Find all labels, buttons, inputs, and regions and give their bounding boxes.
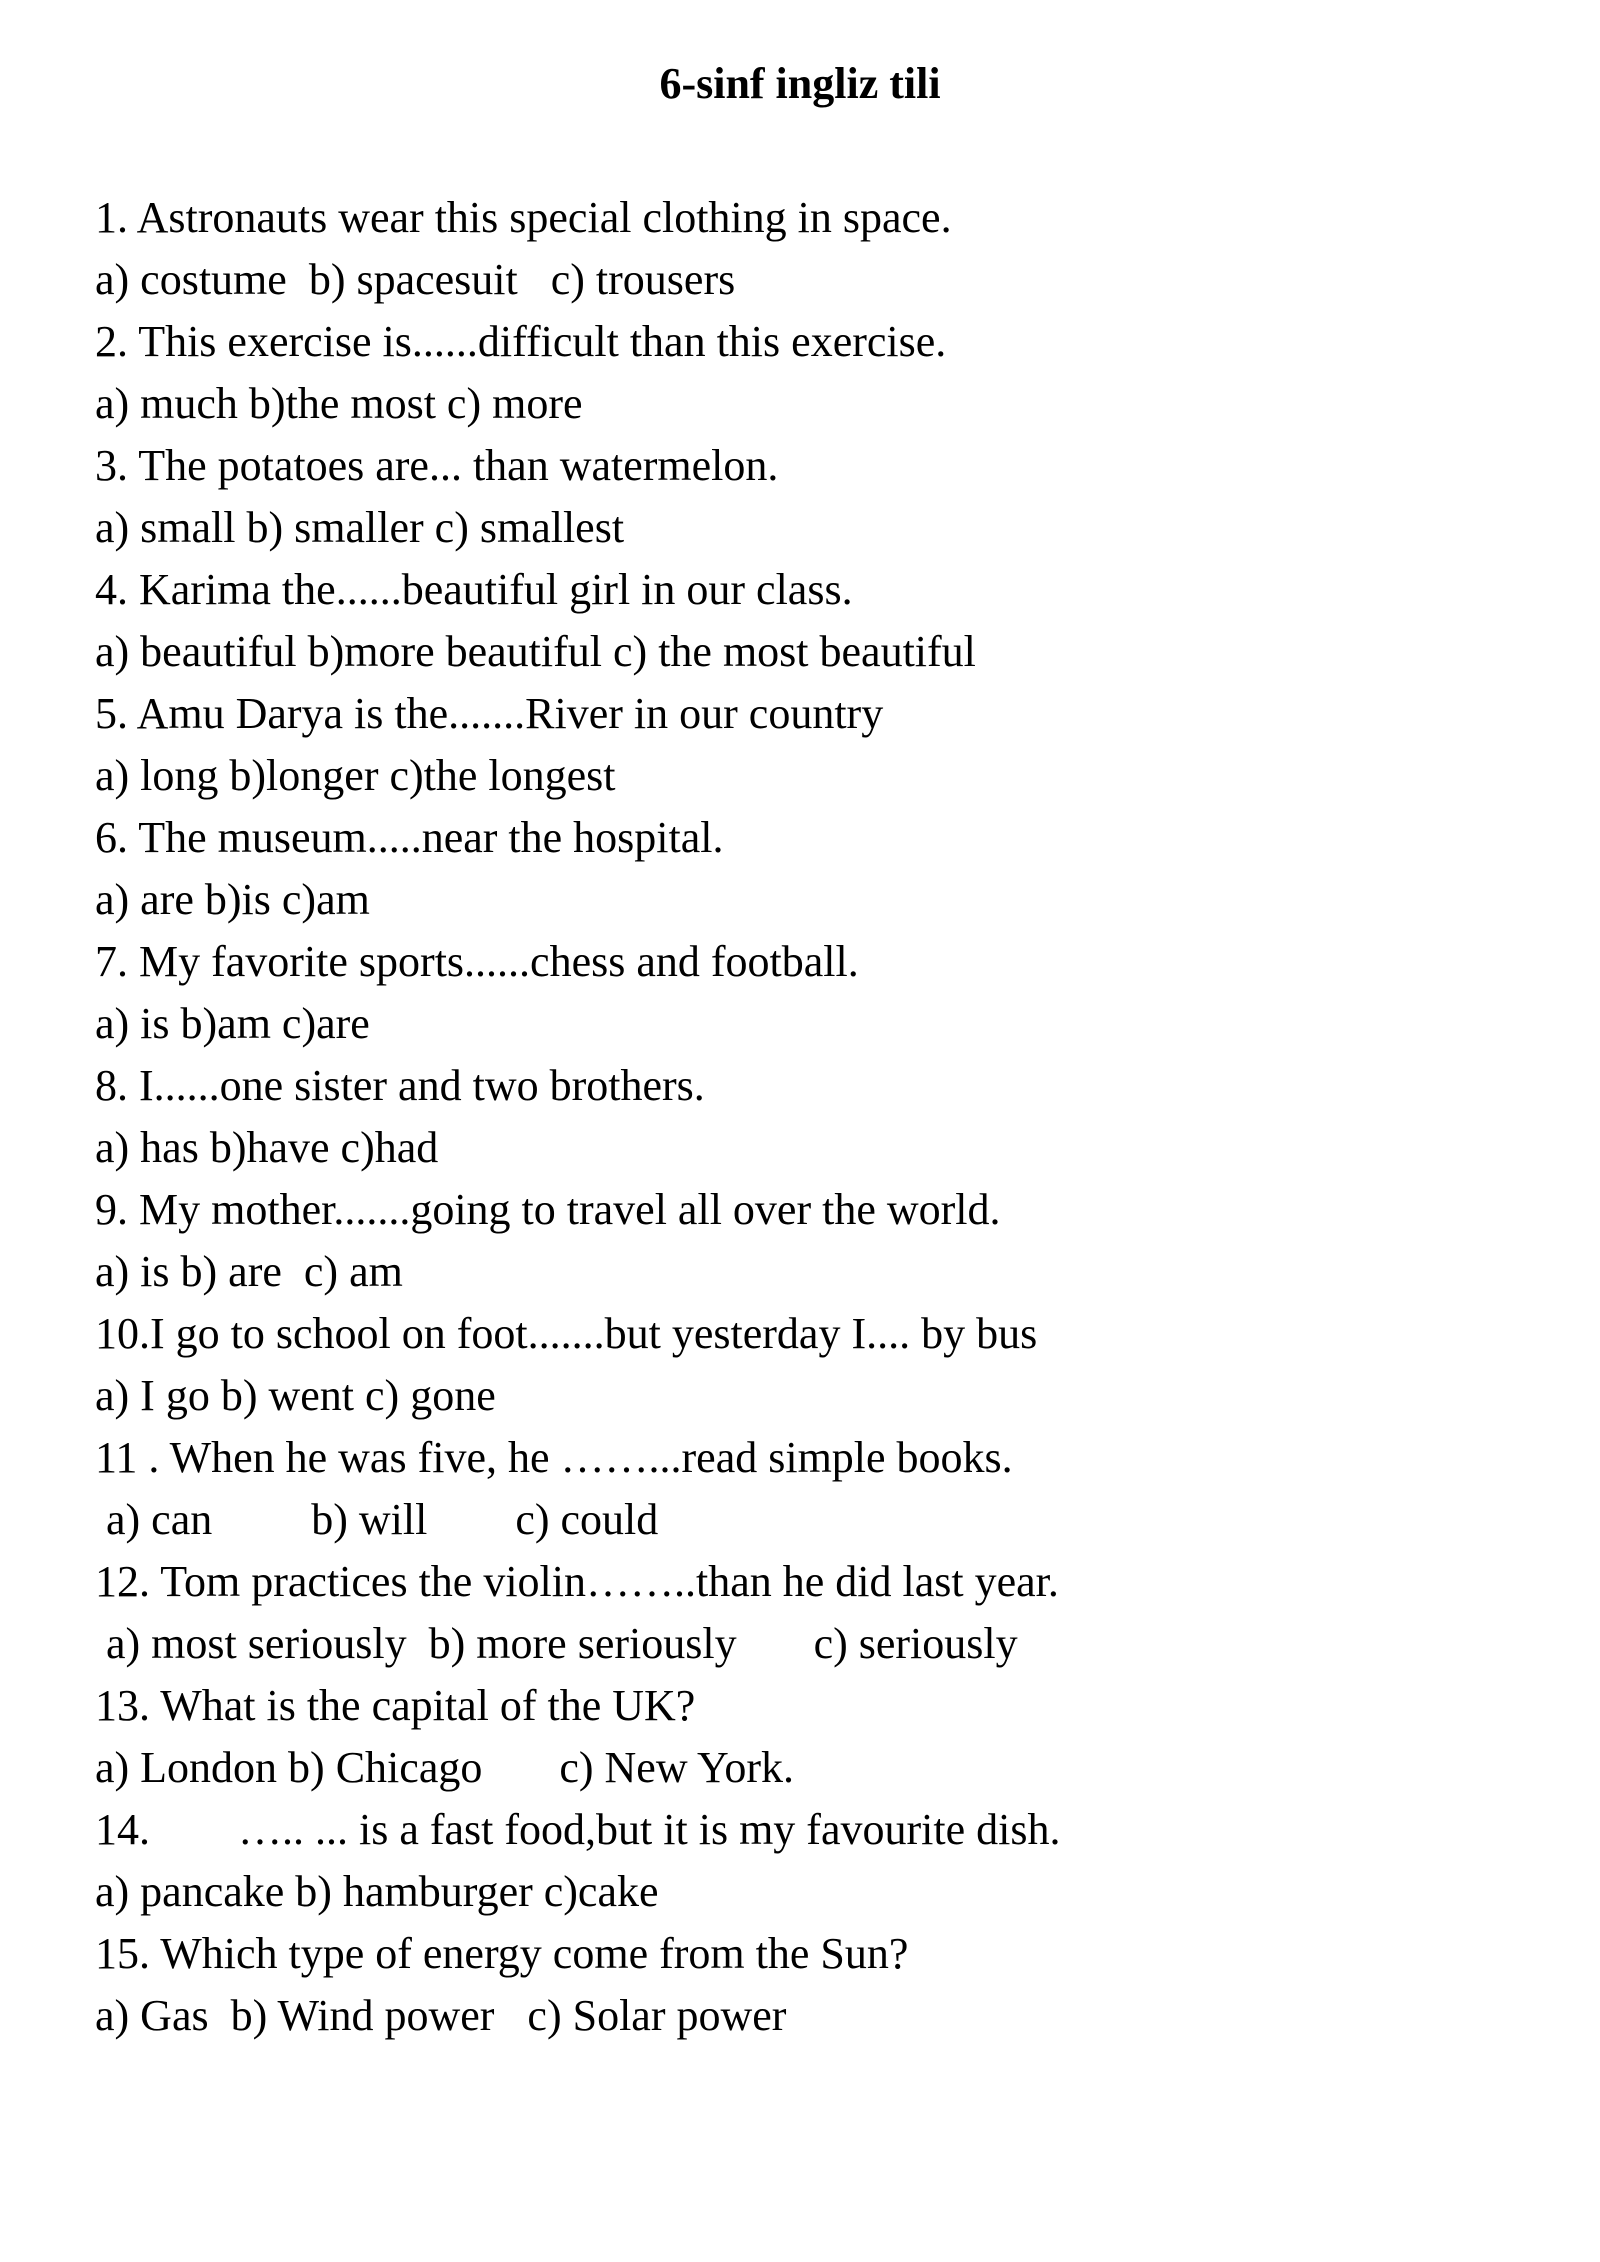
question-block — [95, 931, 1600, 1055]
question-options: a) are b)is c)am — [95, 875, 370, 924]
question-stem: 15. Which type of energy come from the Sun? — [95, 1929, 909, 1978]
question-block — [95, 1675, 1600, 1799]
question-stem: 1. Astronauts wear this special clothing in space. — [95, 193, 952, 242]
question-block — [95, 807, 1600, 931]
question-options: a) beautiful b)more beautiful c) the most beautiful — [95, 627, 976, 676]
question-stem: 12. Tom practices the violin……..than he did last year. — [95, 1557, 1059, 1606]
question-options: a) much b)the most c) more — [95, 379, 583, 428]
question-block — [95, 1551, 1600, 1675]
question-options: a) long b)longer c)the longest — [95, 751, 616, 800]
question-stem: 8. I......one sister and two brothers. — [95, 1061, 705, 1110]
page-title: 6-sinf ingliz tili — [659, 59, 941, 108]
question-options: a) most seriously b) more seriously c) seriously — [95, 1619, 1018, 1668]
question-options: a) has b)have c)had — [95, 1123, 439, 1172]
question-options: a) can b) will c) could — [95, 1495, 659, 1544]
question-block — [95, 1427, 1600, 1551]
question-options: a) small b) smaller c) smallest — [95, 503, 625, 552]
question-block — [95, 1179, 1600, 1303]
question-block — [95, 1923, 1600, 2047]
question-stem: 2. This exercise is......difficult than this exercise. — [95, 317, 947, 366]
question-stem: 11 . When he was five, he ……...read simple books. — [95, 1433, 1013, 1482]
question-stem: 10.I go to school on foot.......but yesterday I.... by bus — [95, 1309, 1038, 1358]
question-block — [95, 311, 1600, 435]
question-options: a) I go b) went c) gone — [95, 1371, 496, 1420]
question-block — [95, 1055, 1600, 1179]
question-stem: 6. The museum.....near the hospital. — [95, 813, 724, 862]
question-stem: 14. ….. ... is a fast food,but it is my favourite dish. — [95, 1805, 1061, 1854]
question-options: a) costume b) spacesuit c) trousers — [95, 255, 736, 304]
question-stem: 4. Karima the......beautiful girl in our class. — [95, 565, 853, 614]
question-options: a) is b)am c)are — [95, 999, 370, 1048]
question-options: a) London b) Chicago c) New York. — [95, 1743, 794, 1792]
question-block — [95, 559, 1600, 683]
question-block — [95, 1799, 1600, 1923]
question-stem: 5. Amu Darya is the.......River in our country — [95, 689, 884, 738]
question-stem: 13. What is the capital of the UK? — [95, 1681, 696, 1730]
question-stem: 3. The potatoes are... than watermelon. — [95, 441, 779, 490]
question-block — [95, 435, 1600, 559]
question-stem: 9. My mother.......going to travel all over the world. — [95, 1185, 1001, 1234]
question-list — [0, 187, 1600, 2047]
question-block — [95, 187, 1600, 311]
question-block — [95, 683, 1600, 807]
question-options: a) is b) are c) am — [95, 1247, 403, 1296]
question-options: a) Gas b) Wind power c) Solar power — [95, 1991, 787, 2040]
question-block — [95, 1303, 1600, 1427]
question-stem: 7. My favorite sports......chess and football. — [95, 937, 859, 986]
question-options: a) pancake b) hamburger c)cake — [95, 1867, 659, 1916]
